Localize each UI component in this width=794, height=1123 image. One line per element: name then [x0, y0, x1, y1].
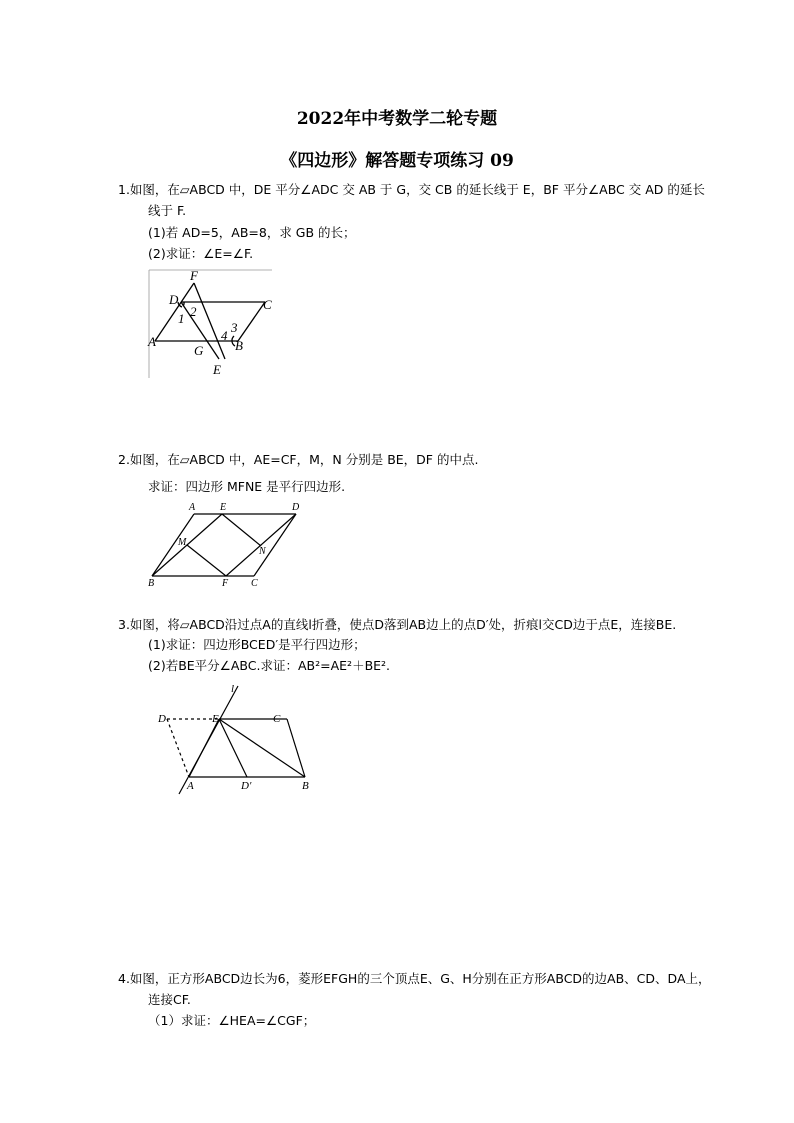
- problem-2-figure: [144, 500, 304, 590]
- problem-3-figure: [155, 680, 320, 800]
- problem-1-statement-cont: 线于 F.: [148, 203, 187, 218]
- fig2-label-N: N: [259, 546, 266, 557]
- problem-1-figure: [146, 266, 276, 381]
- fig3-label-E: E: [212, 713, 219, 725]
- fig2-label-C: C: [251, 578, 258, 589]
- problem-4-statement-cont: 连接CF.: [148, 992, 191, 1007]
- problem-1-part-2: (2)求证：∠E=∠F.: [148, 246, 254, 261]
- problem-2-claim: 求证：四边形 MFNE 是平行四边形.: [148, 479, 346, 494]
- fig1-angle-2: 2: [190, 304, 197, 319]
- problem-3-part-1: (1)求证：四边形BCED′是平行四边形；: [148, 637, 366, 652]
- fig3-label-l: l: [231, 683, 235, 695]
- fig3-label-C: C: [273, 713, 281, 725]
- fig2-label-E: E: [220, 502, 227, 513]
- fig1-label-B: B: [235, 338, 243, 353]
- fig1-angle-1: 1: [178, 311, 185, 326]
- problem-1-statement: 1.如图，在▱ABCD 中，DE 平分∠ADC 交 AB 于 G，交 CB 的延长线于 E，BF 平分∠ABC 交 AD 的延长: [118, 182, 705, 197]
- problem-3-statement: 3.如图，将▱ABCD沿过点A的直线l折叠，使点D落到AB边上的点D′处，折痕l交CD边于点E，连接BE.: [118, 617, 677, 632]
- fig2-label-F: F: [222, 578, 229, 589]
- fig2-label-A: A: [189, 502, 196, 513]
- fig1-angle-4: 4: [221, 328, 228, 343]
- fig1-label-G: G: [194, 343, 204, 358]
- fig3-label-D: D: [158, 713, 166, 725]
- fig2-label-M: M: [178, 537, 187, 548]
- document-title: 2022年中考数学二轮专题: [296, 109, 498, 129]
- fig1-label-F: F: [190, 268, 198, 283]
- fig1-label-D: D: [169, 292, 179, 307]
- problem-4-statement: 4.如图，正方形ABCD边长为6，菱形EFGH的三个顶点E、G、H分别在正方形ABCD的边AB、CD、DA上，: [118, 971, 711, 986]
- fig3-label-D-prime: D′: [241, 780, 252, 792]
- document-subtitle: 《四边形》解答题专项练习 09: [280, 151, 514, 171]
- fig2-label-D: D: [292, 502, 300, 513]
- fig1-label-E: E: [213, 362, 221, 377]
- fig1-label-C: C: [263, 297, 272, 312]
- problem-3-part-2: (2)若BE平分∠ABC.求证：AB²=AE²＋BE².: [148, 658, 391, 673]
- fig1-label-A: A: [148, 334, 156, 349]
- fig3-label-B: B: [302, 780, 309, 792]
- fig3-label-A: A: [187, 780, 194, 792]
- problem-1-part-1: (1)若 AD=5，AB=8，求 GB 的长；: [148, 225, 356, 240]
- fig2-label-B: B: [148, 578, 155, 589]
- fig1-angle-3: 3: [231, 320, 238, 335]
- problem-4-part-1: （1）求证：∠HEA=∠CGF；: [148, 1013, 316, 1028]
- problem-2-statement: 2.如图，在▱ABCD 中，AE=CF，M，N 分别是 BE，DF 的中点.: [118, 452, 479, 467]
